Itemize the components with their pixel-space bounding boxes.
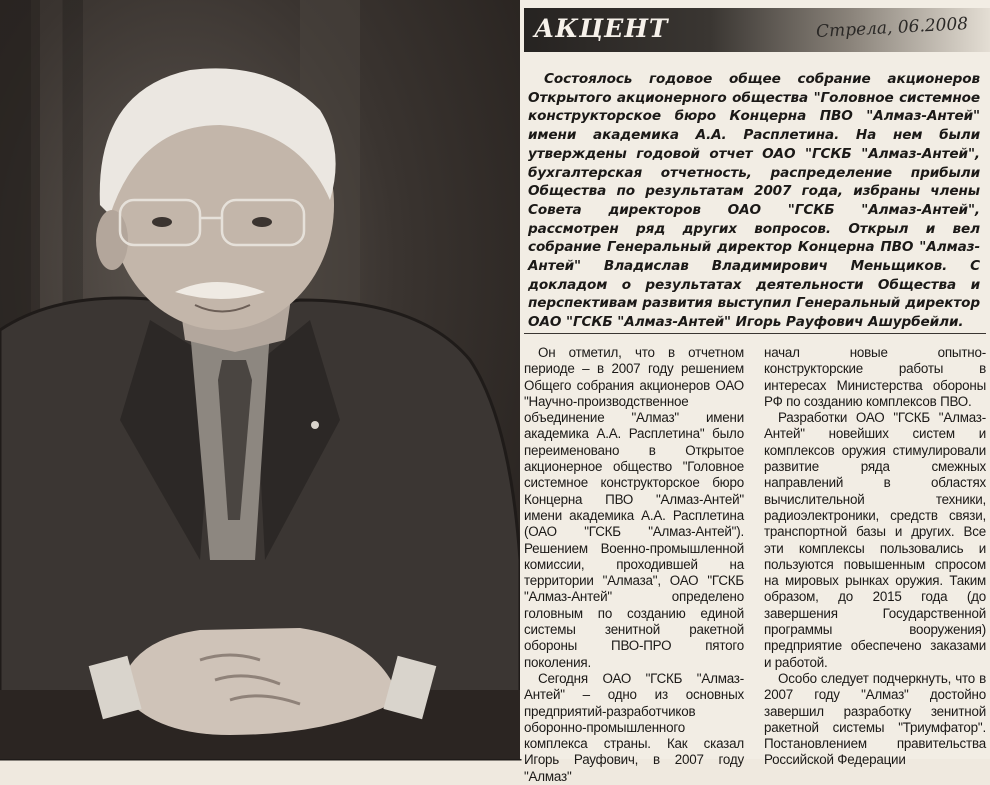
article-column-2 bbox=[764, 345, 986, 769]
article-column-1 bbox=[524, 345, 744, 785]
article bbox=[520, 0, 990, 784]
column1-paragraph-2: Сегодня ОАО "ГСКБ "Алмаз-Антей" – одно из основных предприятий-разработчиков оборонно-промышленного комплекса страны. Как сказал Игорь Рауфович, в 2007 году "Алмаз" bbox=[524, 670, 744, 784]
section-banner bbox=[524, 8, 990, 52]
lead-divider bbox=[524, 333, 986, 334]
column2-paragraph-1: начал новые опытно-конструкторские работы в интересах Министерства обороны РФ по созданию комплексов ПВО. bbox=[764, 345, 986, 409]
column2-paragraph-2: Разработки ОАО "ГСКБ "Алмаз-Антей" новейших систем и комплексов оружия стимулировали развитие ряда смежных направлений в областях вычислительной техники, радиоэлектроники, средств связи, транспортной базы и других. Все эти комплексы пользовались и пользуются повышенным спросом на мировых рынках оружия. Таким образом, до 2015 года (до завершения Государственной программы вооружения) предприятие обеспечено заказами и работой. bbox=[764, 410, 986, 670]
handwritten-note: Стрела, 06.2008 bbox=[815, 14, 969, 42]
article-lead: Состоялось годовое общее собрание акционеров Открытого акционерного общества "Головное системное конструкторское бюро Концерна ПВО "Алмаз-Антей" имени академика А.А. Расплетина. На нем были утверждены годовой отчет ОАО "ГСКБ "Алмаз-Антей", бухгалтерская отчетность, распределение прибыли Общества по результатам 2007 года, избраны члены Совета директоров ОАО "ГСКБ "Алмаз-Антей", рассмотрен ряд других вопросов. Открыл и вел собрание Генеральный директор Концерна ПВО "Алмаз-Антей" Владислав Владимирович Меньщиков. С докладом о результатах деятельности Общества и перспективам развития выступил Генеральный директор ОАО "ГСКБ "Алмаз-Антей" Игорь Рауфович Ашурбейли. bbox=[528, 71, 980, 331]
column1-paragraph-1: Он отметил, что в отчетном периоде – в 2007 году решением Общего собрания акционеров ОАО "Научно-производственное объединение "Алмаз" имени академика А.А. Расплетина" было переименовано в Открытое акционерное общество "Головное системное конструкторское бюро Концерна ПВО "Алмаз-Антей" имени академика А.А. Расплетина (ОАО "ГСКБ "Алмаз-Антей"). Решением Военно-промышленной комиссии, проходившей на территории "Алмаза", ОАО "ГСКБ "Алмаз-Антей" определено головным по созданию единой системы зенитной ракетной обороны ПВО-ПРО пятого поколения. bbox=[524, 345, 744, 670]
column2-paragraph-3: Особо следует подчеркнуть, что в 2007 году "Алмаз" достойно завершил разработку зенитной ракетной системы "Триумфатор". Постановлением правительства Российской Федерации bbox=[764, 670, 986, 768]
section-title: АКЦЕНТ bbox=[534, 14, 669, 43]
